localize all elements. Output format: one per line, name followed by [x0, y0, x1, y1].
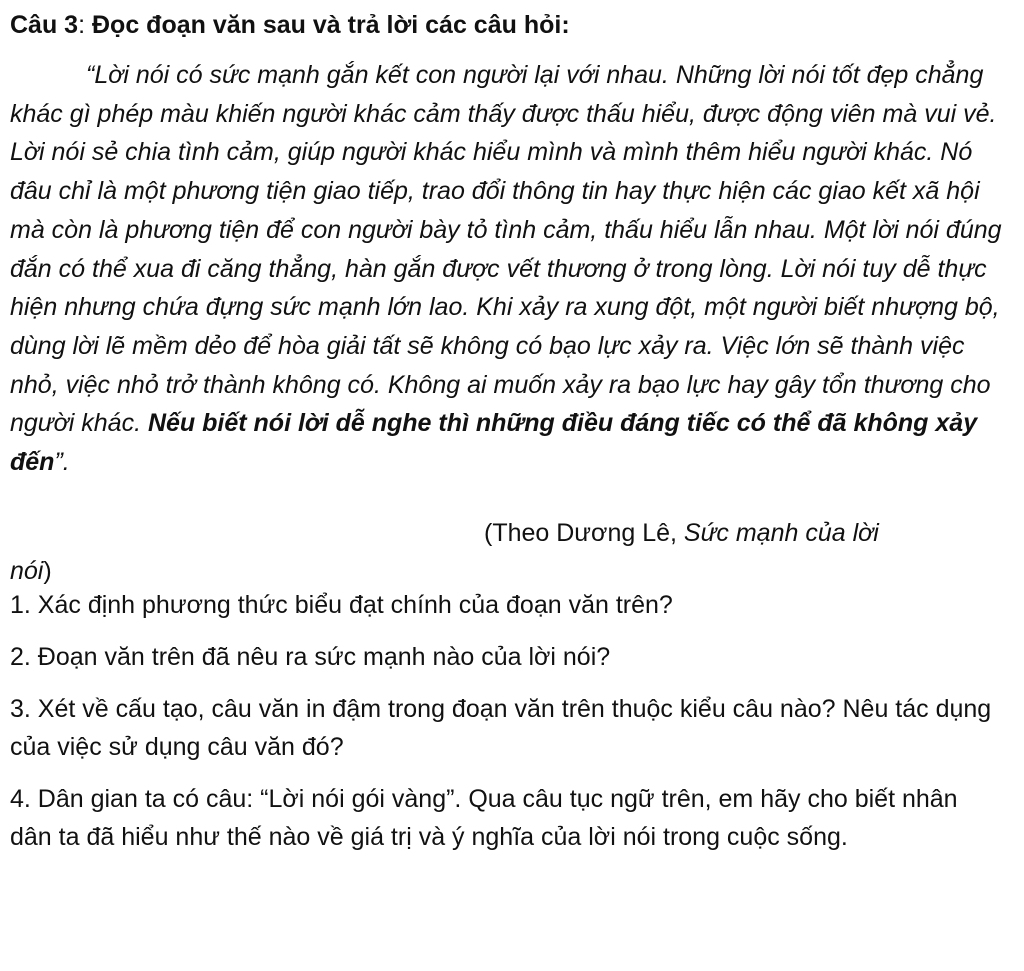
- question-item-4: 4. Dân gian ta có câu: “Lời nói gói vàng”. Qua câu tục ngữ trên, em hãy cho biết nhân dân ta đã hiểu như thế nào về giá trị và ý nghĩa của lời nói trong cuộc sống.: [10, 784, 958, 851]
- source-title-end: nói: [10, 556, 44, 585]
- question-item-3: 3. Xét về cấu tạo, câu văn in đậm trong đoạn văn trên thuộc kiểu câu nào? Nêu tác dụng của việc sử dụng câu văn đó?: [10, 694, 992, 761]
- source-title-start: Sức mạnh của lời: [683, 518, 879, 547]
- question-instruction: Đọc đoạn văn sau và trả lời các câu hỏi:: [85, 11, 570, 39]
- source-citation: [10, 514, 1006, 590]
- passage-bold-sentence: Nếu biết nói lời dễ nghe thì những điều đáng tiếc có thể đã không xảy đến: [10, 409, 978, 477]
- source-prefix: (Theo Dương Lê,: [484, 518, 684, 547]
- question-number: Câu 3: [10, 11, 79, 39]
- question-item-2: 2. Đoạn văn trên đã nêu ra sức mạnh nào của lời nói?: [10, 642, 611, 671]
- reading-passage: [10, 56, 1006, 482]
- heading-colon: :: [78, 11, 86, 39]
- source-line-1: [10, 514, 1006, 552]
- passage-text: “Lời nói có sức mạnh gắn kết con người lại với nhau. Những lời nói tốt đẹp chẳng khác gì phép màu khiến người khác cảm thấy được thấu hiểu, được động viên mà vui vẻ. Lời nói sẻ chia tình cảm, giúp người khác hiểu mình và mình thêm hiểu người khác. Nó đâu chỉ là một phương tiện giao tiếp, trao đổi thông tin hay thực hiện các giao kết xã hội mà còn là phương tiện để con người bày tỏ tình cảm, thấu hiểu lẫn nhau. Một lời nói đúng đắn có thể xua đi căng thẳng, hàn gắn được vết thương ở trong lòng. Lời nói tuy dễ thực hiện nhưng chứa đựng sức mạnh lớn lao. Khi xảy ra xung đột, một người biết nhượng bộ, dùng lời lẽ mềm dẻo để hòa giải tất sẽ không có bạo lực xảy ra. Việc lớn sẽ thành việc nhỏ, việc nhỏ trở thành không có. Không ai muốn xảy ra bạo lực hay gây tổn thương cho người khác.: [10, 61, 1002, 438]
- question-heading: [10, 8, 1006, 42]
- source-line-2: [10, 552, 1006, 590]
- question-list: [10, 586, 1006, 856]
- source-suffix: ): [43, 556, 52, 585]
- question-item-1: 1. Xác định phương thức biểu đạt chính của đoạn văn trên?: [10, 590, 673, 619]
- passage-closing-quote: ”.: [54, 448, 70, 477]
